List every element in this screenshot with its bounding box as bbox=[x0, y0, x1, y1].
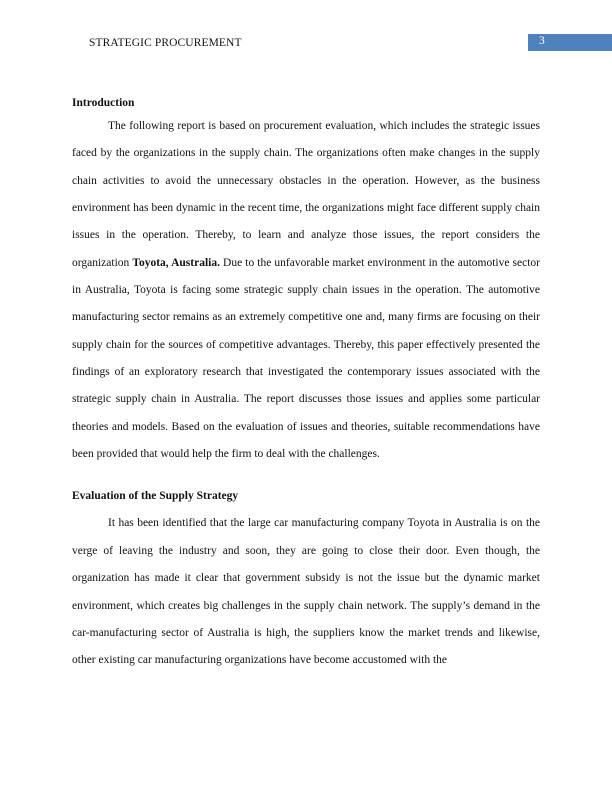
intro-text-part1: The following report is based on procurement evaluation, which includes the strategic issues faced by the organizations in the supply chain. The organizations often make changes in the supply chain activities to avoid the unnecessary obstacles in the operation. However, as the business environment has been dynamic in the recent time, the organizations might face different supply chain issues in the operation. Thereby, to learn and analyze those issues, the report considers the organization bbox=[72, 120, 540, 269]
page-number: 3 bbox=[539, 35, 545, 47]
evaluation-paragraph: It has been identified that the large car manufacturing company Toyota in Australia is on the verge of leaving the industry and soon, they are going to close their door. Even though, the organization has made it clear that government subsidy is not the issue but the dynamic market environment, which creates big challenges in the supply chain network. The supply’s demand in the car-manufacturing sector of Australia is high, the suppliers know the market trends and likewise, other existing car manufacturing organizations have become accustomed with the bbox=[72, 517, 540, 667]
introduction-paragraph bbox=[72, 113, 540, 468]
intro-text-part2: Due to the unfavorable market environment in the automotive sector in Australia, Toyota is facing some strategic supply chain issues in the operation. The automotive manufacturing sector remains as an extremely competitive one and, many firms are focusing on their supply chain for the sources of competitive advantages. Thereby, this paper effectively presented the findings of an exploratory research that investigated the contemporary issues associated with the strategic supply chain in Australia. The report discusses those issues and applies some particular theories and models. Based on the evaluation of issues and theories, suitable recommendations have been provided that would help the firm to deal with the challenges. bbox=[72, 256, 540, 461]
document-body bbox=[72, 93, 540, 675]
section-spacer bbox=[72, 468, 540, 486]
introduction-heading: Introduction bbox=[72, 97, 135, 109]
evaluation-heading: Evaluation of the Supply Strategy bbox=[72, 490, 239, 503]
running-head-title: STRATEGIC PROCUREMENT bbox=[89, 37, 242, 49]
intro-company-name: Toyota, Australia. bbox=[132, 256, 220, 269]
page-number-box bbox=[528, 34, 612, 51]
